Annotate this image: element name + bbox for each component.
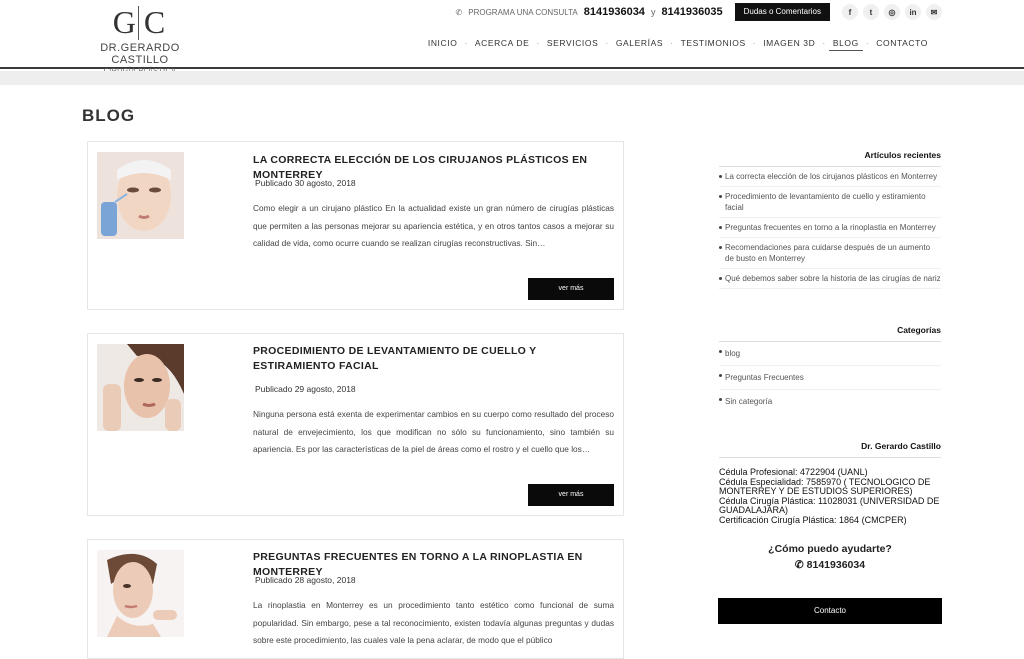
main-nav bbox=[424, 38, 932, 51]
logo-initial-c: C bbox=[143, 4, 168, 40]
recent-post-link[interactable]: La correcta elección de los cirujanos plásticos en Monterrey bbox=[719, 167, 941, 187]
face-image bbox=[97, 344, 184, 431]
recent-post-link[interactable]: Recomendaciones para cuidarse después de un aumento de busto en Monterrey bbox=[719, 238, 941, 269]
face-image bbox=[97, 152, 184, 239]
post-thumbnail[interactable] bbox=[97, 344, 184, 431]
post-thumbnail[interactable] bbox=[97, 550, 184, 637]
logo-monogram bbox=[80, 4, 200, 40]
phone-icon: ✆ bbox=[455, 7, 463, 17]
logo-initial-g: G bbox=[112, 4, 138, 40]
instagram-icon[interactable]: ◎ bbox=[884, 4, 900, 20]
nav-servicios[interactable]: SERVICIOS bbox=[546, 38, 599, 48]
nav-dot: · bbox=[605, 38, 609, 48]
phone-separator: y bbox=[650, 7, 656, 17]
phone-link-1[interactable]: 8141936034 bbox=[583, 6, 645, 18]
logo-divider bbox=[138, 6, 139, 40]
post-title[interactable]: PREGUNTAS FRECUENTES EN TORNO A LA RINOPLASTIA EN MONTERREY bbox=[253, 551, 583, 578]
blog-post-card bbox=[87, 539, 624, 659]
credentials bbox=[719, 468, 941, 525]
facebook-icon[interactable]: f bbox=[842, 4, 858, 20]
email-icon[interactable]: ✉ bbox=[926, 4, 942, 20]
post-title[interactable]: LA CORRECTA ELECCIÓN DE LOS CIRUJANOS PLÁSTICOS EN MONTERREY bbox=[253, 154, 588, 181]
blog-post-card bbox=[87, 333, 624, 516]
site-logo[interactable] bbox=[80, 4, 200, 66]
linkedin-icon[interactable]: in bbox=[905, 4, 921, 20]
post-excerpt: Ninguna persona está exenta de experimentar cambios en su cuerpo como resultado del proceso natural de envejecimiento, los que modifican no sólo su funcionamiento, sino también su apariencia. Es por las características de la piel de áreas como el rostro y el cuello que los… bbox=[253, 409, 614, 454]
page-title: BLOG bbox=[82, 106, 136, 125]
read-more-button[interactable]: ver más bbox=[528, 484, 614, 506]
twitter-icon[interactable]: t bbox=[863, 4, 879, 20]
phone-icon: ✆ bbox=[794, 559, 804, 571]
post-date: Publicado 29 agosto, 2018 bbox=[255, 384, 356, 394]
recent-post-link[interactable]: Preguntas frecuentes en torno a la rinoplastia en Monterrey bbox=[719, 218, 941, 238]
post-date: Publicado 30 agosto, 2018 bbox=[255, 178, 356, 188]
social-links bbox=[842, 4, 942, 20]
category-link[interactable]: blog bbox=[719, 342, 941, 366]
categories-list bbox=[719, 342, 941, 413]
nav-imagen-3d[interactable]: IMAGEN 3D bbox=[763, 38, 816, 48]
post-excerpt: La rinoplastia en Monterrey es un procedimiento tanto estético como funcional de suma popularidad. Sin embargo, pese a tal reconocimiento, existen todavía algunas preguntas y dudas sobre este procedimiento, las cuales vale la pena aclarar, de modo que el público bbox=[253, 600, 614, 645]
post-excerpt: Como elegir a un cirujano plástico En la actualidad existe un gran número de cirugías plásticas que permiten a las personas mejorar su apariencia estética, y en otros tantos casos a mejorar su calidad de vida, como ocurre cuando se realizan cirugías reconstructivas. Sin… bbox=[253, 203, 614, 248]
consult-label: PROGRAMA UNA CONSULTA bbox=[468, 7, 578, 17]
nav-blog[interactable]: BLOG bbox=[829, 38, 863, 51]
category-link[interactable]: Sin categoría bbox=[719, 390, 941, 413]
post-title[interactable]: PROCEDIMIENTO DE LEVANTAMIENTO DE CUELLO Y ESTIRAMIENTO FACIAL bbox=[253, 345, 537, 372]
recent-posts-heading: Artículos recientes bbox=[719, 150, 941, 167]
credential-line: Cédula Profesional: 4722904 (UANL) bbox=[719, 467, 868, 477]
post-date: Publicado 28 agosto, 2018 bbox=[255, 575, 356, 585]
nav-testimonios[interactable]: TESTIMONIOS bbox=[680, 38, 746, 48]
header-divider-strip bbox=[0, 71, 1024, 85]
category-link[interactable]: Preguntas Frecuentes bbox=[719, 366, 941, 390]
recent-post-link[interactable]: Procedimiento de levantamiento de cuello y estiramiento facial bbox=[719, 187, 941, 218]
phone-link-2[interactable]: 8141936035 bbox=[661, 6, 723, 18]
help-phone-row[interactable] bbox=[719, 559, 941, 571]
recent-post-link[interactable]: Qué debemos saber sobre la historia de las cirugías de nariz bbox=[719, 269, 941, 289]
site-header bbox=[0, 0, 1024, 69]
recent-posts-list bbox=[719, 167, 941, 289]
nav-dot: · bbox=[822, 38, 826, 48]
nav-dot: · bbox=[670, 38, 674, 48]
credential-line: Certificación Cirugía Plástica: 1864 (CMCPER) bbox=[719, 514, 907, 525]
credential-line: Cédula Cirugía Plástica: 11028031 (UNIVERSIDAD DE GUADALAJARA) bbox=[719, 495, 940, 515]
nav-acerca[interactable]: ACERCA DE bbox=[474, 38, 530, 48]
sidebar bbox=[719, 150, 941, 571]
nav-dot: · bbox=[536, 38, 540, 48]
categories-heading: Categorías bbox=[719, 325, 941, 342]
dudas-button[interactable]: Dudas o Comentarios bbox=[735, 3, 830, 21]
nav-galerias[interactable]: GALERÍAS bbox=[615, 38, 664, 48]
logo-name: DR.GERARDO CASTILLO bbox=[100, 42, 180, 66]
read-more-button[interactable]: ver más bbox=[528, 278, 614, 300]
nav-dot: · bbox=[464, 38, 468, 48]
post-thumbnail[interactable] bbox=[97, 152, 184, 239]
contact-button[interactable]: Contacto bbox=[718, 598, 942, 624]
doctor-heading: Dr. Gerardo Castillo bbox=[719, 441, 941, 458]
help-phone[interactable]: 8141936034 bbox=[806, 559, 866, 571]
nav-inicio[interactable]: INICIO bbox=[427, 38, 458, 48]
face-image bbox=[97, 550, 184, 637]
blog-post-card bbox=[87, 141, 624, 310]
top-contact-bar bbox=[456, 3, 942, 21]
credential-line: Cédula Especialidad: 7585970 ( TECNOLOGICO DE MONTERREY Y DE ESTUDIOS SUPERIORES) bbox=[719, 476, 931, 496]
help-question: ¿Cómo puedo ayudarte? bbox=[768, 543, 892, 555]
nav-dot: · bbox=[865, 38, 870, 48]
nav-dot: · bbox=[752, 38, 757, 48]
nav-contacto[interactable]: CONTACTO bbox=[876, 38, 928, 48]
